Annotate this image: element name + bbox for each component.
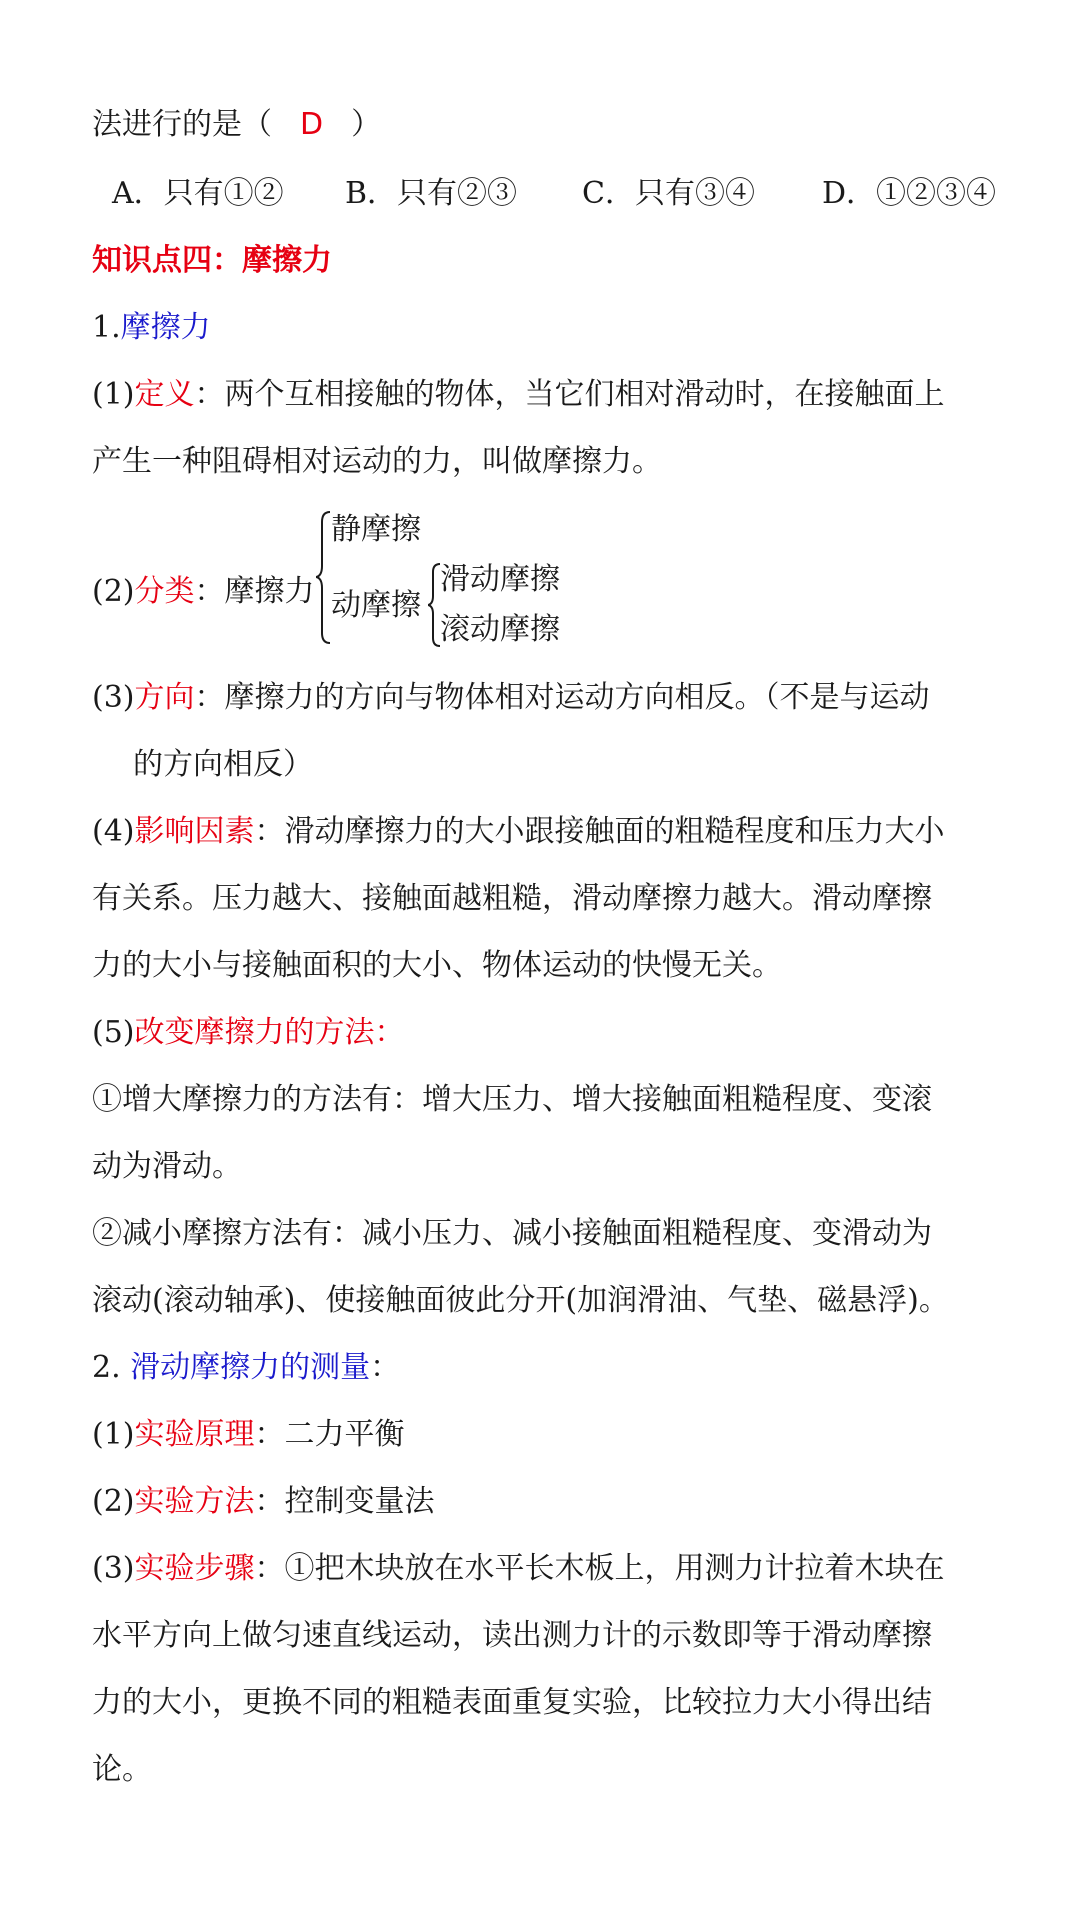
steps-line-3: 力的大小，更换不同的粗糙表面重复实验，比较拉力大小得出结 bbox=[92, 1685, 932, 1720]
direction-term: 方向 bbox=[134, 680, 195, 715]
steps-line-1: (3)实验步骤：①把木块放在水平长木板上，用测力计拉着木块在 bbox=[92, 1551, 945, 1586]
steps-line-4: 论。 bbox=[92, 1752, 152, 1787]
method-term: 实验方法 bbox=[134, 1484, 255, 1519]
method-line: (2)实验方法：控制变量法 bbox=[92, 1484, 435, 1519]
definition-line-2: 产生一种阻碍相对运动的力，叫做摩擦力。 bbox=[92, 444, 662, 479]
option-d: D．①②③④ bbox=[822, 176, 997, 211]
answer-mark: D bbox=[300, 107, 324, 142]
classification-term: 分类 bbox=[134, 574, 195, 609]
definition-term: 定义 bbox=[134, 377, 195, 412]
section-title: 知识点四：摩擦力 bbox=[92, 243, 332, 278]
principle-term: 实验原理 bbox=[134, 1417, 255, 1452]
direction-line-2: 的方向相反） bbox=[133, 747, 313, 782]
outer-brace bbox=[316, 510, 332, 645]
factors-line-1: (4)影响因素：滑动摩擦力的大小跟接触面的粗糙程度和压力大小 bbox=[92, 814, 945, 849]
factors-line-3: 力的大小与接触面积的大小、物体运动的快慢无关。 bbox=[92, 948, 782, 983]
methods-term: 改变摩擦力的方法： bbox=[134, 1015, 405, 1050]
option-c: C．只有③④ bbox=[582, 176, 755, 211]
static-friction: 静摩擦 bbox=[331, 512, 421, 547]
factors-term: 影响因素 bbox=[134, 814, 255, 849]
question-stem: 法进行的是（ D ） bbox=[92, 107, 382, 142]
subsection-friction: 1.摩擦力 bbox=[92, 310, 211, 345]
definition-line-1: (1)定义：两个互相接触的物体，当它们相对滑动时，在接触面上 bbox=[92, 377, 945, 412]
direction-line-1: (3)方向：摩擦力的方向与物体相对运动方向相反。（不是与运动 bbox=[92, 680, 930, 715]
increase-line-1: ①增大摩擦力的方法有：增大压力、增大接触面粗糙程度、变滚 bbox=[92, 1082, 932, 1117]
classification-label: (2)分类：摩擦力 bbox=[92, 574, 315, 609]
option-b: B．只有②③ bbox=[345, 176, 518, 211]
decrease-line-1: ②减小摩擦方法有：减小压力、减小接触面粗糙程度、变滑动为 bbox=[92, 1216, 932, 1251]
methods-heading: (5)改变摩擦力的方法： bbox=[92, 1015, 405, 1050]
kinetic-friction: 动摩擦 bbox=[331, 588, 421, 623]
steps-line-2: 水平方向上做匀速直线运动，读出测力计的示数即等于滑动摩擦 bbox=[92, 1618, 932, 1653]
sliding-friction: 滑动摩擦 bbox=[440, 562, 560, 597]
principle-line: (1)实验原理：二力平衡 bbox=[92, 1417, 405, 1452]
option-a: A．只有①② bbox=[112, 176, 284, 211]
steps-term: 实验步骤 bbox=[134, 1551, 255, 1586]
decrease-line-2: 滚动(滚动轴承)、使接触面彼此分开(加润滑油、气垫、磁悬浮)。 bbox=[92, 1283, 949, 1318]
increase-line-2: 动为滑动。 bbox=[92, 1149, 242, 1184]
subsection-measurement: 2. 滑动摩擦力的测量： bbox=[92, 1350, 401, 1385]
rolling-friction: 滚动摩擦 bbox=[440, 612, 560, 647]
factors-line-2: 有关系。压力越大、接触面越粗糙，滑动摩擦力越大。滑动摩擦 bbox=[92, 881, 932, 916]
